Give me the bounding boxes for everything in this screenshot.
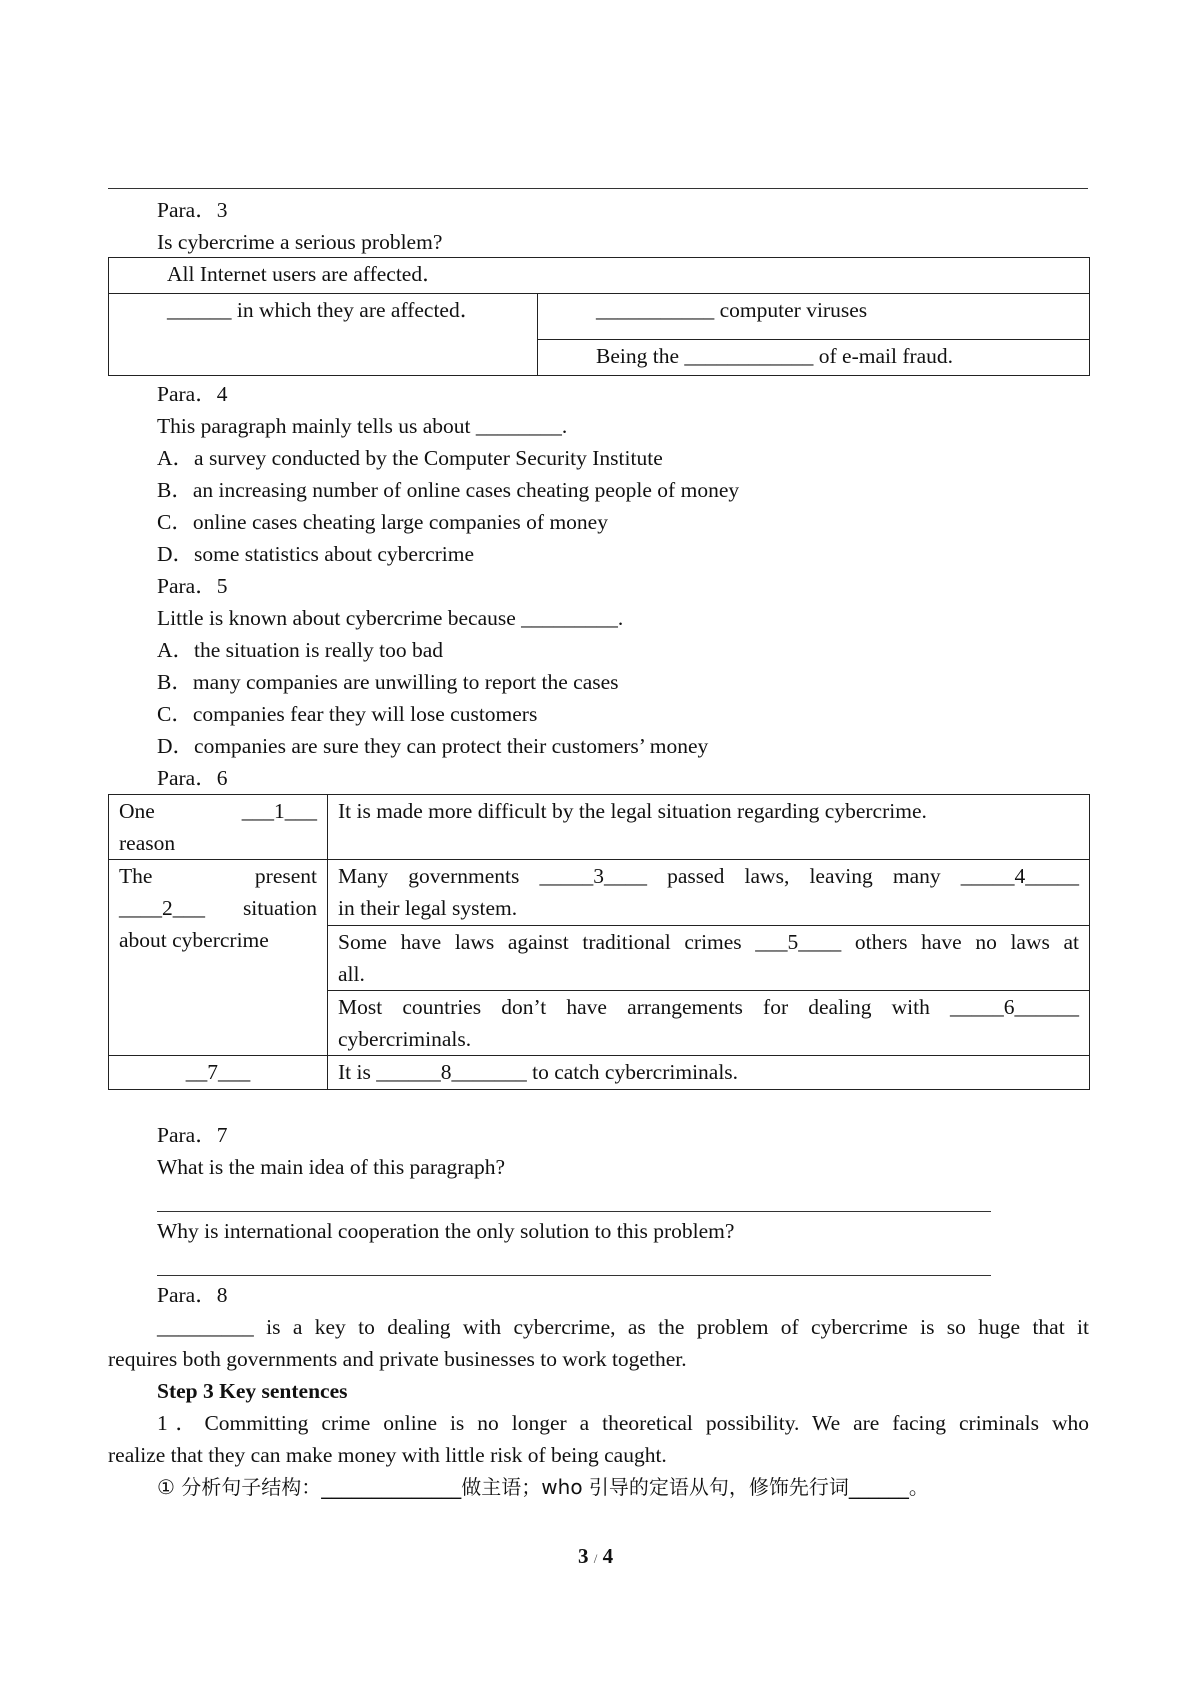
step3-s1-line1: 1．Committing crime online is no longer a theoretical possibility. We are facing criminals who <box>157 1411 1089 1435</box>
para6-row1-left-b: ___1___ <box>241 799 317 823</box>
para7-answer-line1[interactable] <box>157 1211 991 1212</box>
para6-row1-left <box>109 795 328 860</box>
para6-row3-right: It is ______8_______ to catch cybercriminals. <box>328 1056 1090 1090</box>
para5-option-a: A．the situation is really too bad <box>157 638 444 662</box>
para6-heading: Para．6 <box>157 766 228 790</box>
para6-row1-right: It is made more difficult by the legal situation regarding cybercrime. <box>328 795 1090 860</box>
para6-row2-left-c: about cybercrime <box>119 928 269 952</box>
para7-heading: Para．7 <box>157 1123 228 1147</box>
para6-row3-left: __7___ <box>109 1056 328 1090</box>
para6-row2-right-c2: cybercriminals. <box>338 1027 472 1051</box>
para6-row2-right-a1: Many governments _____3____ passed laws, leaving many _____4_____ <box>338 864 1079 888</box>
page-total: 4 <box>602 1544 614 1568</box>
para6-row2-left-a1: The <box>119 864 153 888</box>
para6-row2-right-b2: all. <box>338 962 365 986</box>
page-current: 3 <box>577 1544 589 1568</box>
para6-row2-right-c1: Most countries don’t have arrangements for dealing with _____6______ <box>338 995 1079 1019</box>
step3-heading: Step 3 Key sentences <box>157 1379 348 1403</box>
para6-row2-right-c <box>328 991 1090 1056</box>
para6-row1-left-a: One <box>119 799 155 823</box>
para4-option-d: D．some statistics about cybercrime <box>157 542 475 566</box>
para6-row2-left-b2: situation <box>242 896 317 920</box>
para6-row2-right-a2: in their legal system. <box>338 896 518 920</box>
para6-row2-right-b <box>328 926 1090 991</box>
para6-row2-left <box>109 860 328 1056</box>
page-separator: / <box>593 1551 598 1566</box>
para6-row2-left-b1: ____2___ <box>119 896 205 920</box>
para3-table-row2-left: ______ in which they are affected． <box>109 294 538 376</box>
para5-option-b: B．many companies are unwilling to report the cases <box>157 670 619 694</box>
para3-table-row2-right-b: Being the ____________ of e-mail fraud. <box>538 340 1090 376</box>
para4-option-a: A．a survey conducted by the Computer Security Institute <box>157 446 663 470</box>
para3-question: Is cybercrime a serious problem? <box>157 230 443 254</box>
para3-table <box>108 257 1090 376</box>
para3-table-row1: All Internet users are affected． <box>109 258 1090 294</box>
para6-table <box>108 794 1090 1090</box>
step3-s1-line2: realize that they can make money with little risk of being caught. <box>108 1443 667 1467</box>
para3-heading: Para．3 <box>157 198 228 222</box>
para6-row1-left-c: reason <box>119 831 176 855</box>
para7-question2: Why is international cooperation the only solution to this problem? <box>157 1219 735 1243</box>
step3-s1-task: ① 分析句子结构：______________做主语；who 引导的定语从句，修饰先行词______。 <box>157 1475 929 1499</box>
para5-option-d: D．companies are sure they can protect their customers’ money <box>157 734 709 758</box>
para5-option-c: C．companies fear they will lose customers <box>157 702 538 726</box>
para7-question1: What is the main idea of this paragraph? <box>157 1155 506 1179</box>
para4-option-b: B．an increasing number of online cases cheating people of money <box>157 478 740 502</box>
para7-answer-line2[interactable] <box>157 1275 991 1276</box>
para4-question: This paragraph mainly tells us about ________. <box>157 414 568 438</box>
para5-question: Little is known about cybercrime because _________. <box>157 606 624 630</box>
para4-option-c: C．online cases cheating large companies of money <box>157 510 608 534</box>
para3-table-row2-right-a: ___________ computer viruses <box>538 294 1090 340</box>
para8-line1: _________ is a key to dealing with cybercrime, as the problem of cybercrime is so huge that it <box>157 1315 1089 1339</box>
page-number <box>0 1544 1191 1569</box>
para6-row2-left-a2: present <box>254 864 317 888</box>
para8-line2: requires both governments and private businesses to work together. <box>108 1347 687 1371</box>
para6-row2-right-a <box>328 860 1090 926</box>
header-rule <box>108 188 1088 189</box>
para6-row2-right-b1: Some have laws against traditional crimes ___5____ others have no laws at <box>338 930 1079 954</box>
para8-heading: Para．8 <box>157 1283 228 1307</box>
para5-heading: Para．5 <box>157 574 228 598</box>
para4-heading: Para．4 <box>157 382 228 406</box>
